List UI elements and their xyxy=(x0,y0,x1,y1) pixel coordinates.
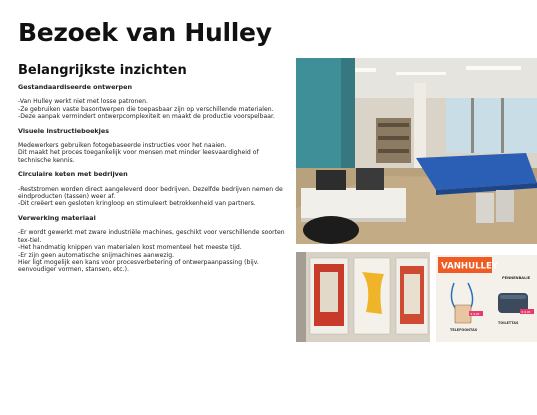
section-line: -Reststromen worden direct aangeleverd door bedrijven. Dezelfde bedrijven nemen de eindproducten (tassen) weer af. xyxy=(18,185,285,201)
flyer-price-left: € 9,95 xyxy=(470,311,480,316)
slide-subtitle: Belangrijkste inzichten xyxy=(18,63,187,78)
workshop-photo xyxy=(296,58,537,244)
slide-title: Bezoek van Hulley xyxy=(18,18,272,47)
section-heading: Visuele instructieboekjes xyxy=(18,126,110,135)
section-heading: Verwerking materiaal xyxy=(18,213,96,222)
section-line: -Het handmatig knippen van materialen kost momenteel het meeste tijd. xyxy=(18,244,242,252)
flyer-product-right: TOILETTAS xyxy=(498,321,519,325)
flyer-brand: VANHULLEY xyxy=(441,261,499,272)
section-line: Hier ligt mogelijk een kans voor procesverbetering of ontwerpaanpassing (bijv. eenvoudiger vormen, stansen, etc.). xyxy=(18,258,261,274)
section-line: -Er zijn geen automatische snijmachines aanwezig. xyxy=(18,251,175,259)
flyer-product-left: TELEFOONTAS xyxy=(450,328,478,332)
section-line: -Van Hulley werkt niet met losse patronen. xyxy=(18,98,148,106)
flyer-heading: PENNENBALIE xyxy=(502,276,531,280)
section-visual-instructions xyxy=(18,128,290,165)
section-standardized-designs xyxy=(18,84,290,121)
section-circular-chain xyxy=(18,171,290,208)
section-material-processing xyxy=(18,215,290,274)
product-flyer xyxy=(436,255,537,342)
flyer-price-right: € 9,95 xyxy=(521,309,531,314)
insights-content xyxy=(18,84,290,281)
section-heading: Circulaire keten met bedrijven xyxy=(18,170,128,179)
section-line: Medewerkers gebruiken fotogebaseerde instructies voor het naaien. xyxy=(18,142,227,150)
section-line: -Er wordt gewerkt met zware industriële machines, geschikt voor verschillende soorten tex-tiel. xyxy=(18,229,287,244)
samples-photo xyxy=(296,252,430,342)
section-line: -Deze aanpak vermindert ontwerpcomplexiteit en maakt de productie voorspelbaar. xyxy=(18,113,275,121)
section-line: -Dit creëert een gesloten kringloop en stimuleert betrokkenheid van partners. xyxy=(18,200,256,208)
section-line: -Ze gebruiken vaste basontwerpen die toepasbaar zijn op verschillende materialen. xyxy=(18,105,274,113)
section-line: Dit maakt het proces toegankelijk voor mensen met minder leesvaardigheid of technische kennis. xyxy=(18,149,261,164)
section-heading: Gestandaardiseerde ontwerpen xyxy=(18,83,133,91)
